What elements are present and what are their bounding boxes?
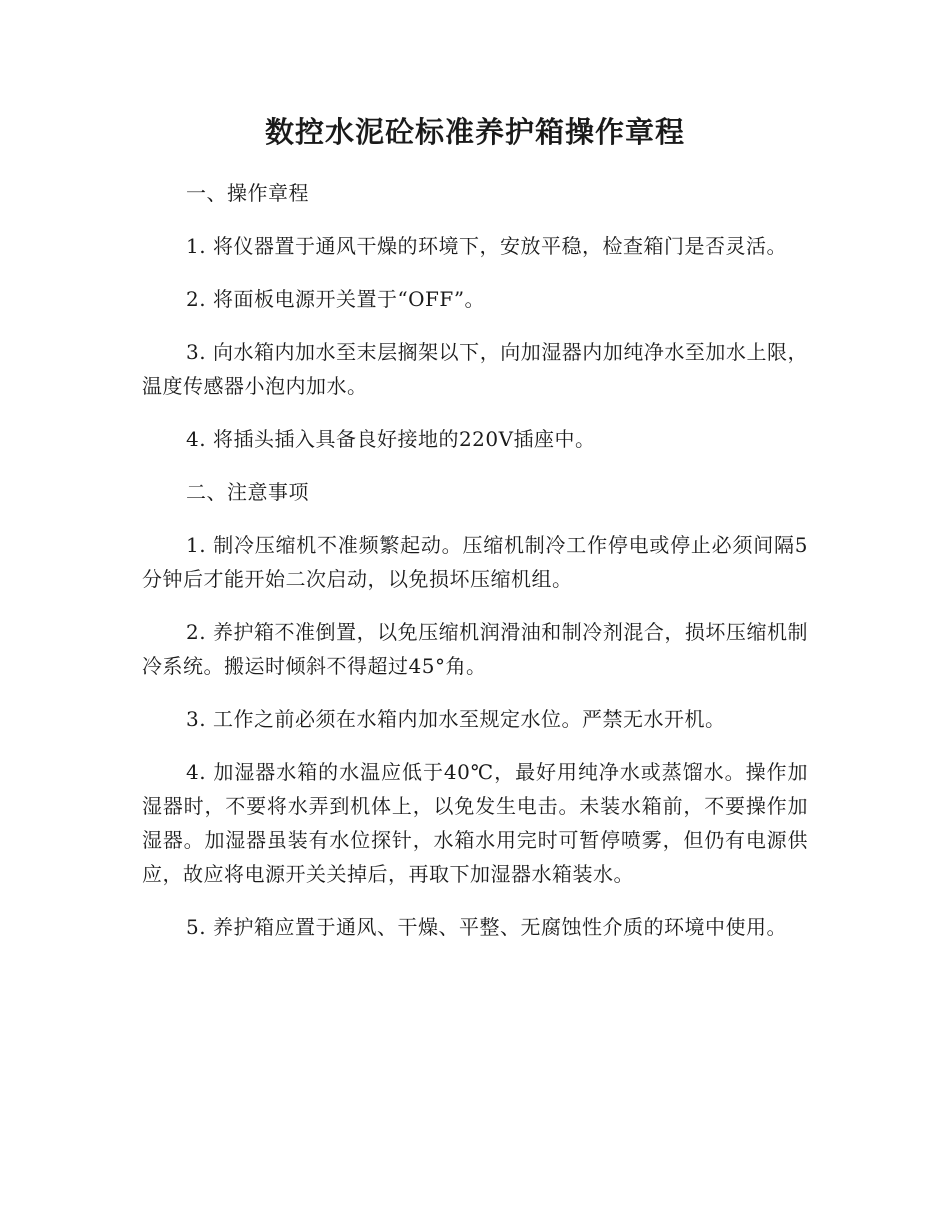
section-operation-rules (142, 176, 808, 456)
section-heading: 一、操作章程 (186, 181, 309, 205)
list-item: 2. 养护箱不准倒置，以免压缩机润滑油和制冷剂混合，损坏压缩机制冷系统。搬运时倾斜不得超过45°角。 (142, 620, 808, 678)
list-item: 3. 工作之前必须在水箱内加水至规定水位。严禁无水开机。 (186, 707, 726, 731)
list-item: 4. 加湿器水箱的水温应低于40℃，最好用纯净水或蒸馏水。操作加湿器时，不要将水弄到机体上，以免发生电击。未装水箱前，不要操作加湿器。加湿器虽装有水位探针，水箱水用完时可暂停喷雾，但仍有电源供应，故应将电源开关关掉后，再取下加湿器水箱装水。 (142, 760, 808, 886)
section-heading: 二、注意事项 (186, 480, 309, 504)
list-item: 4. 将插头插入具备良好接地的220V插座中。 (186, 427, 596, 451)
list-item: 5. 养护箱应置于通风、干燥、平整、无腐蚀性介质的环境中使用。 (186, 915, 787, 939)
list-item: 1. 制冷压缩机不准频繁起动。压缩机制冷工作停电或停止必须间隔5分钟后才能开始二次启动，以免损坏压缩机组。 (142, 533, 808, 591)
section-precautions (142, 475, 808, 944)
list-item: 1. 将仪器置于通风干燥的环境下，安放平稳，检查箱门是否灵活。 (186, 234, 787, 258)
page-title: 数控水泥砼标准养护箱操作章程 (264, 115, 685, 149)
list-item: 2. 将面板电源开关置于“OFF”。 (186, 287, 486, 311)
list-item: 3. 向水箱内加水至末层搁架以下，向加湿器内加纯净水至加水上限，温度传感器小泡内加水。 (142, 340, 808, 398)
